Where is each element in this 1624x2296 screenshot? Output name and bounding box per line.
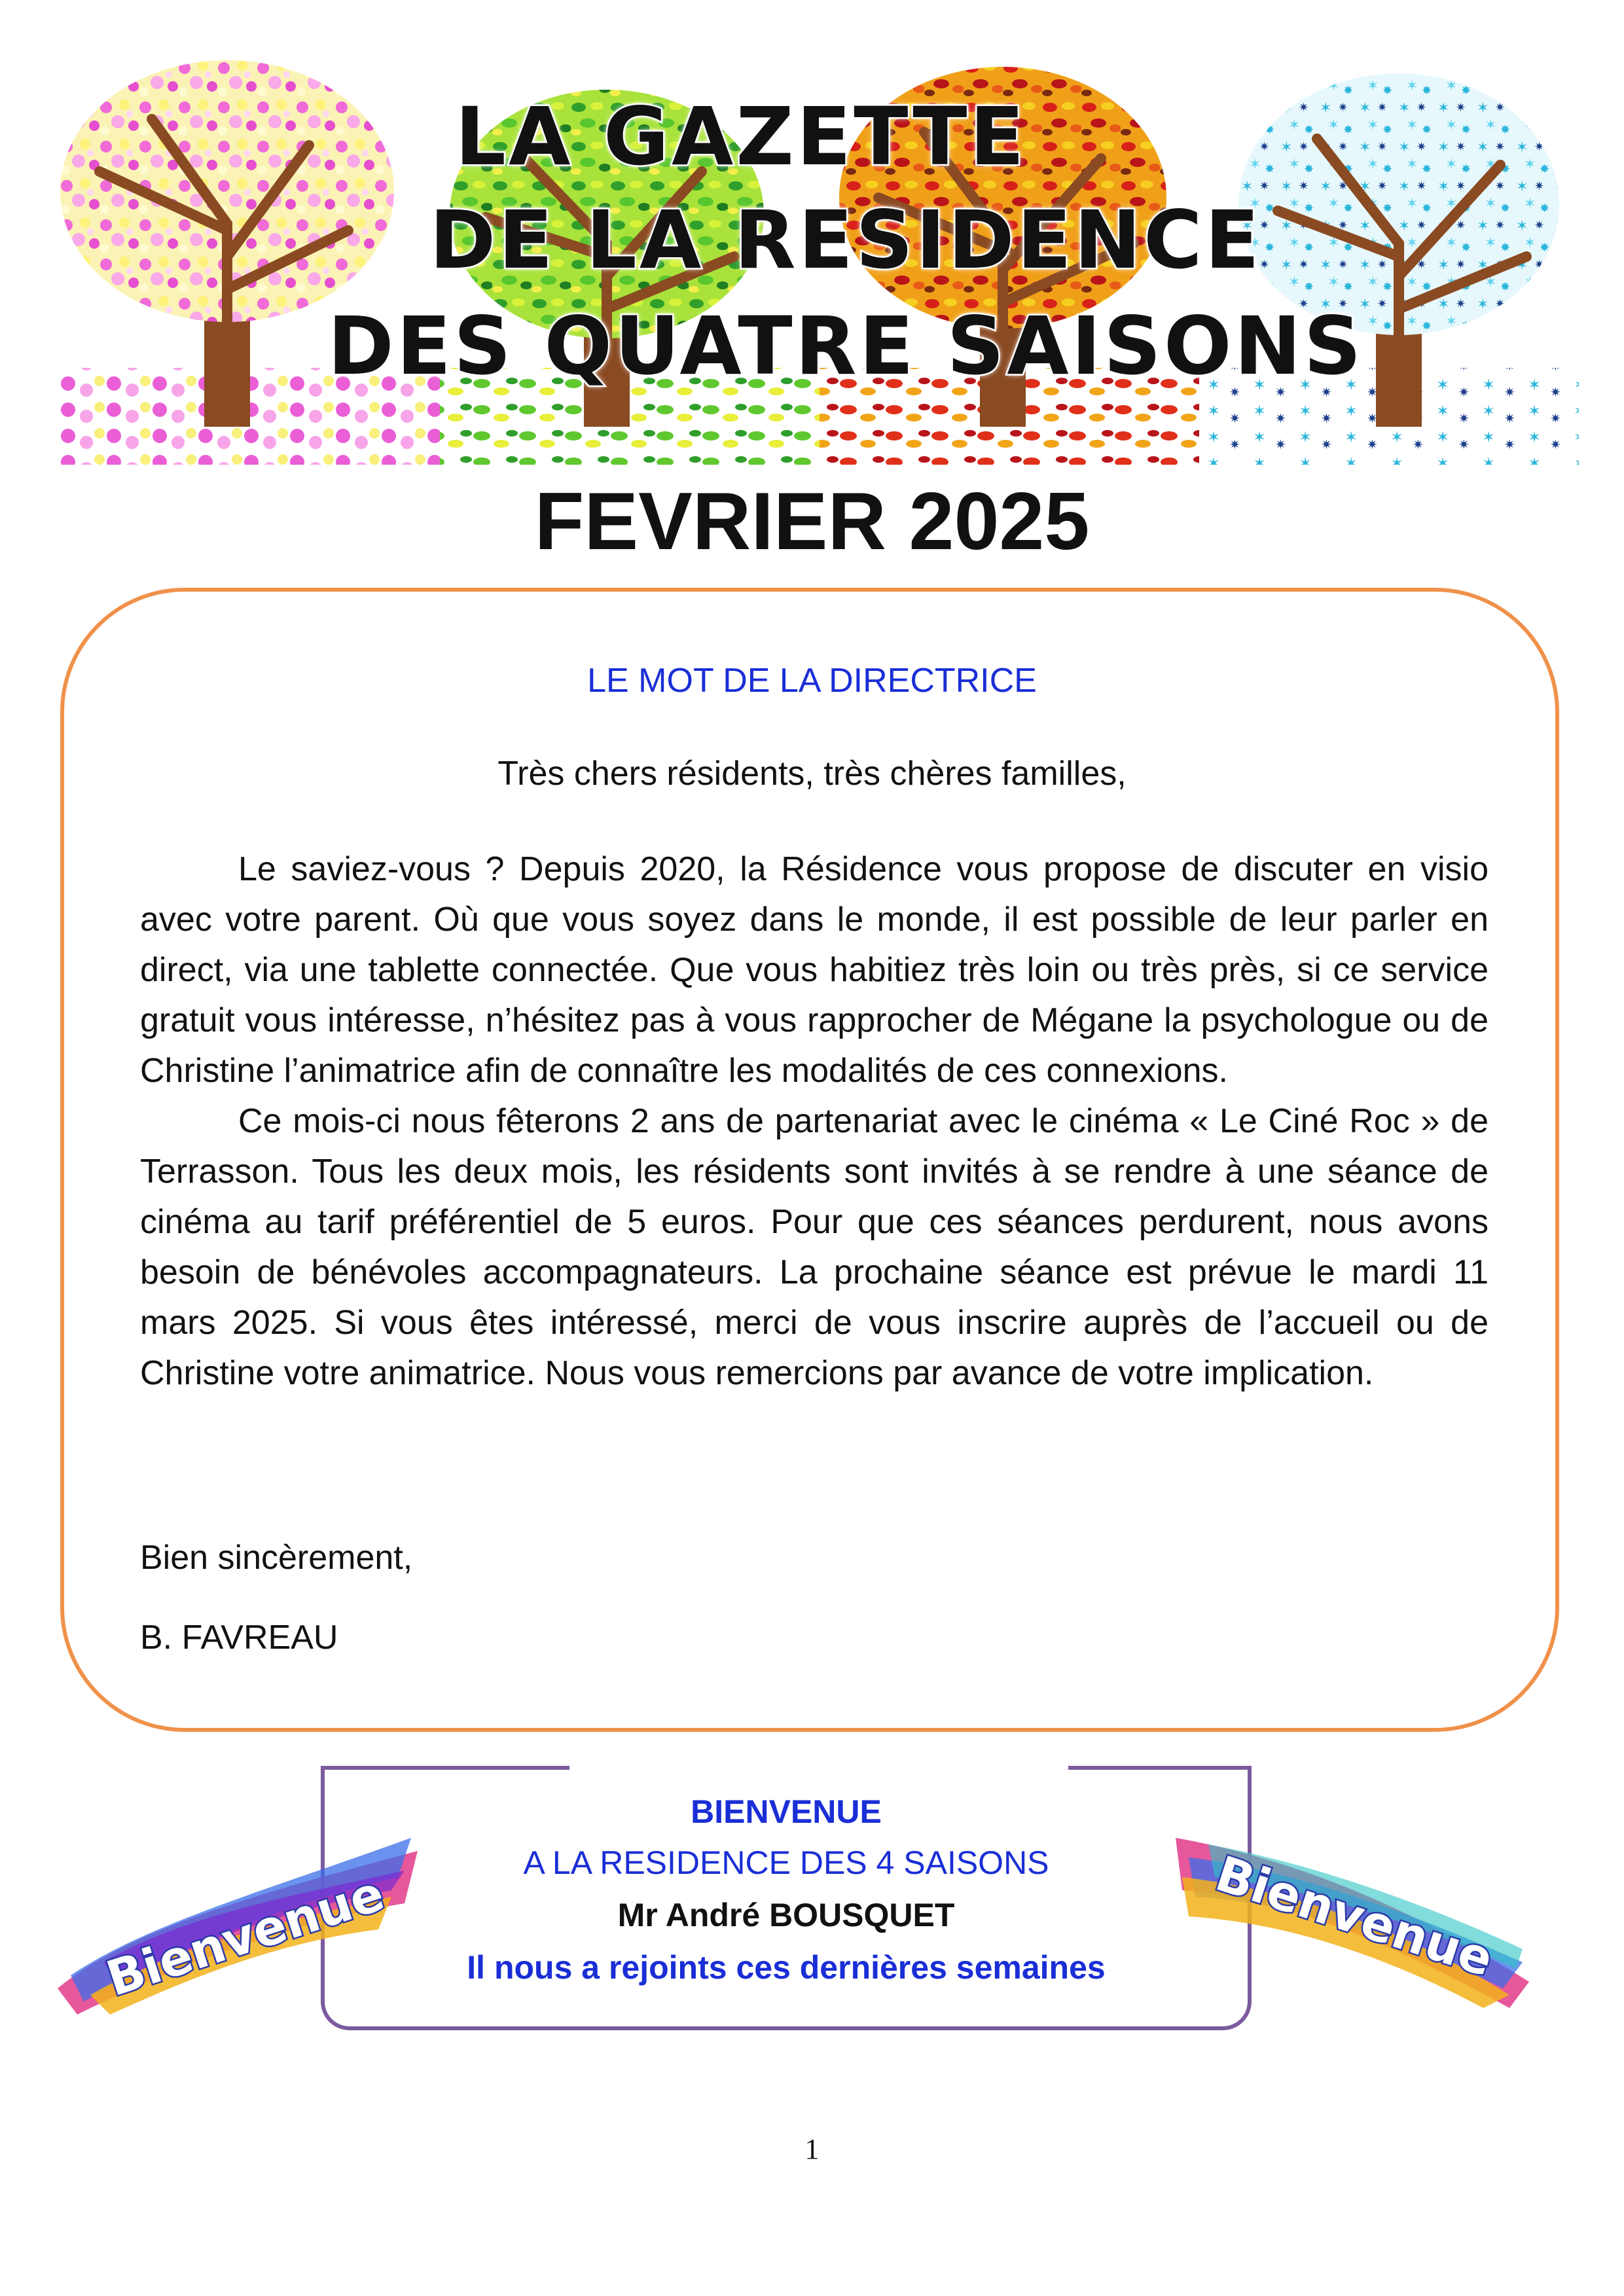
- gazette-title: [60, 60, 1579, 465]
- letter-greeting: Très chers résidents, très chères familles,: [497, 755, 1127, 793]
- bienvenue-badge-right: [1169, 1818, 1536, 2008]
- bienvenue-badge-left: [51, 1825, 424, 2015]
- bienvenue-badge-text: Bienvenue: [1209, 1845, 1500, 1988]
- welcome-box-top-border: [1068, 1766, 1252, 1770]
- welcome-heading: BIENVENUE: [691, 1793, 882, 1830]
- letter-paragraph: Ce mois-ci nous fêterons 2 ans de partenariat avec le cinéma « Le Ciné Roc » de Terrasson. Tous les deux mois, les résidents sont invités à se rendre à une séance de cinéma au tarif préférentiel de 5 euros. Pour que ces séances perdurent, nous avons besoin de bénévoles accompagnateurs. La prochaine séance est prévue le mardi 11 mars 2025. Si vous êtes intéressé, merci de vous inscrire auprès de l’accueil ou de Christine votre animatrice. Nous vous remercions par avance de votre implication.: [140, 1102, 1489, 1392]
- letter-signature: B. FAVREAU: [140, 1619, 338, 1657]
- gazette-title-line-3: DES QUATRE SAISONS: [327, 300, 1364, 393]
- letter-closing: Bien sincèrement,: [140, 1539, 413, 1577]
- gazette-title-line-1: LA GAZETTE: [455, 90, 1027, 183]
- page-number: 1: [804, 2133, 820, 2165]
- welcome-box-top-border: [321, 1766, 569, 1770]
- issue-month: FEVRIER 2025: [534, 476, 1090, 567]
- welcome-note: Il nous a rejoints ces dernières semaines: [467, 1949, 1106, 1986]
- gazette-title-line-2: DE LA RESIDENCE: [429, 194, 1262, 287]
- bienvenue-badge-text: Bienvenue: [100, 1865, 391, 2008]
- new-resident-name: Mr André BOUSQUET: [617, 1897, 955, 1933]
- letter-body: [140, 844, 1489, 1399]
- director-section-title: LE MOT DE LA DIRECTRICE: [587, 662, 1037, 700]
- letter-paragraph: Le saviez-vous ? Depuis 2020, la Résidence vous propose de discuter en visio avec votre parent. Où que vous soyez dans le monde, il est possible de leur parler en direct, via une tablette connectée. Que vous habitiez très loin ou très près, si ce service gratuit vous intéresse, n’hésitez pas à vous rapprocher de Mégane la psychologue ou de Christine l’animatrice afin de connaître les modalités de ces connexions.: [140, 850, 1489, 1090]
- welcome-subheading: A LA RESIDENCE DES 4 SAISONS: [523, 1844, 1049, 1881]
- gazette-banner: [60, 60, 1579, 465]
